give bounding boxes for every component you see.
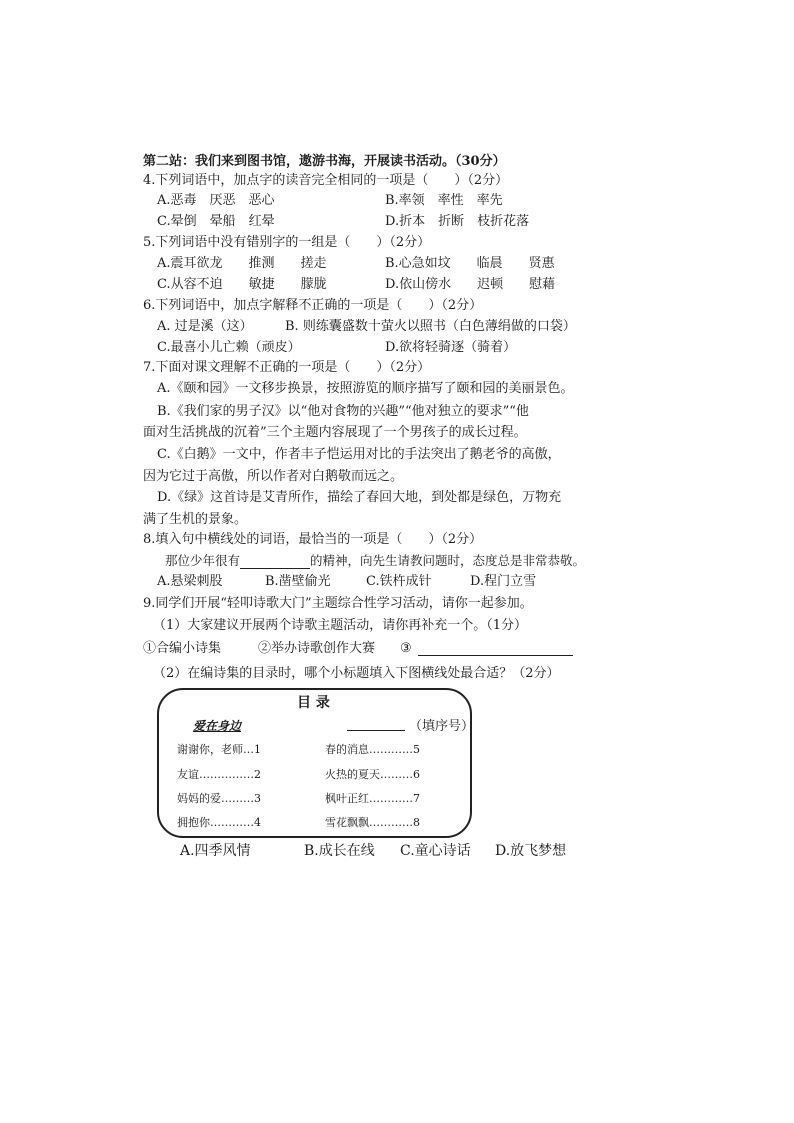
q4-option-a: A.恶毒 厌恶 恶心 <box>157 193 275 208</box>
q7-stem: 7.下面对课文理解不正确的一项是（ ）（2分） <box>143 360 431 375</box>
q6-option-c: C.最喜小儿亡赖（顽皮） <box>157 340 301 355</box>
q5-stem: 5.下列词语中没有错别字的一组是（ ）（2分） <box>143 235 431 250</box>
q8-option-b: B.凿壁偷光 <box>265 574 331 589</box>
q7-option-a: A.《颐和园》一文移步换景，按照游览的顺序描写了颐和园的美丽景色。 <box>157 381 574 396</box>
q9-part2: （2）在编诗集的目录时，哪个小标题填入下图横线处最合适？（2分） <box>153 666 560 681</box>
q8-stem: 8.填入句中横线处的词语，最恰当的一项是（ ）（2分） <box>143 532 483 547</box>
q8-sentence-start: 那位少年很有 <box>165 553 241 568</box>
toc-right-item-1: 春的消息…………5 <box>325 743 420 756</box>
q8-sentence-end: 的精神，向先生请教问题时，态度总是非常恭敬。 <box>310 553 586 568</box>
q7-option-d-line2: 满了生机的景象。 <box>143 512 248 527</box>
toc-fill-hint: （填序号） <box>409 719 475 734</box>
q6-stem: 6.下列词语中，加点字解释不正确的一项是（ ）（2分） <box>143 298 483 313</box>
q8-option-c: C.铁杵成针 <box>366 574 432 589</box>
toc-left-item-4: 拥抱你…………4 <box>177 816 261 829</box>
q9-item-2: ②举办诗歌创作大赛 <box>258 641 376 656</box>
q9-item-1: ①合编小诗集 <box>143 641 222 656</box>
toc-right-item-4: 雪花飘飘…………8 <box>325 816 420 829</box>
toc-left-item-3: 妈妈的爱………3 <box>177 792 261 805</box>
q9-option-d: D.放飞梦想 <box>495 843 567 859</box>
q5-option-d: D.依山傍水 迟顿 慰藉 <box>385 277 556 292</box>
toc-left-item-1: 谢谢你，老师…1 <box>177 743 261 756</box>
q4-option-b: B.率领 率性 率先 <box>385 193 503 208</box>
q4-stem: 4.下列词语中，加点字的读音完全相同的一项是（ ）（2分） <box>143 173 509 188</box>
q6-option-d: D.欲将轻骑逐（骑着） <box>385 340 517 355</box>
q9-item-3: ③ <box>400 641 412 656</box>
q5-option-a: A.震耳欲龙 推测 搓走 <box>157 256 327 271</box>
q9-stem: 9.同学们开展“轻叩诗歌大门”主题综合性学习活动，请你一起参加。 <box>143 596 533 611</box>
q4-option-c: C.晕倒 晕船 红晕 <box>157 214 275 229</box>
q8-option-a: A.悬梁刺股 <box>157 574 223 589</box>
q5-option-b: B.心急如坟 临晨 贤惠 <box>385 256 555 271</box>
q7-option-b-line2: 面对生活挑战的沉着”三个主题内容展现了一个男孩子的成长过程。 <box>143 425 527 440</box>
q7-option-d-line1: D.《绿》这首诗是艾青所作，描绘了春回大地，到处都是绿色，万物充 <box>157 490 562 505</box>
q8-answer-blank[interactable] <box>240 554 310 569</box>
q7-option-c-line1: C.《白鹅》一文中，作者丰子恺运用对比的手法突出了鹅老爷的高傲， <box>157 447 561 462</box>
toc-left-heading: 爱在身边 <box>193 719 242 733</box>
q9-option-b: B.成长在线 <box>304 843 375 859</box>
q8-option-d: D.程门立雪 <box>470 574 537 589</box>
toc-title: 目 录 <box>297 695 330 711</box>
q9-answer-blank-1[interactable] <box>418 640 573 656</box>
q4-option-d: D.折本 折断 枝折花落 <box>385 214 530 229</box>
q6-option-b: B. 则练囊盛数十萤火以照书（白色薄绢做的口袋） <box>285 319 576 334</box>
q9-option-c: C.童心诗话 <box>400 843 471 859</box>
toc-answer-blank[interactable] <box>347 717 405 731</box>
section-title: 第二站：我们来到图书馆，遨游书海，开展读书活动。（30分） <box>143 154 506 169</box>
q9-part1: （1）大家建议开展两个诗歌主题活动，请你再补充一个。（1分） <box>153 618 528 633</box>
q7-option-c-line2: 因为它过于高傲，所以作者对白鹅敬而远之。 <box>143 469 404 484</box>
toc-box <box>157 688 475 838</box>
toc-left-item-2: 友谊……………2 <box>177 768 261 781</box>
toc-right-item-2: 火热的夏天………6 <box>325 768 420 781</box>
q8-sentence <box>165 553 585 569</box>
q7-option-b-line1: B.《我们家的男子汉》以“他对食物的兴趣”“他对独立的要求”“他 <box>157 404 529 419</box>
q5-option-c: C.从容不迫 敏捷 朦胧 <box>157 277 327 292</box>
q6-option-a: A. 过是溪（这） <box>157 319 253 334</box>
toc-right-item-3: 枫叶正红…………7 <box>325 792 420 805</box>
q9-option-a: A.四季风情 <box>180 843 251 859</box>
